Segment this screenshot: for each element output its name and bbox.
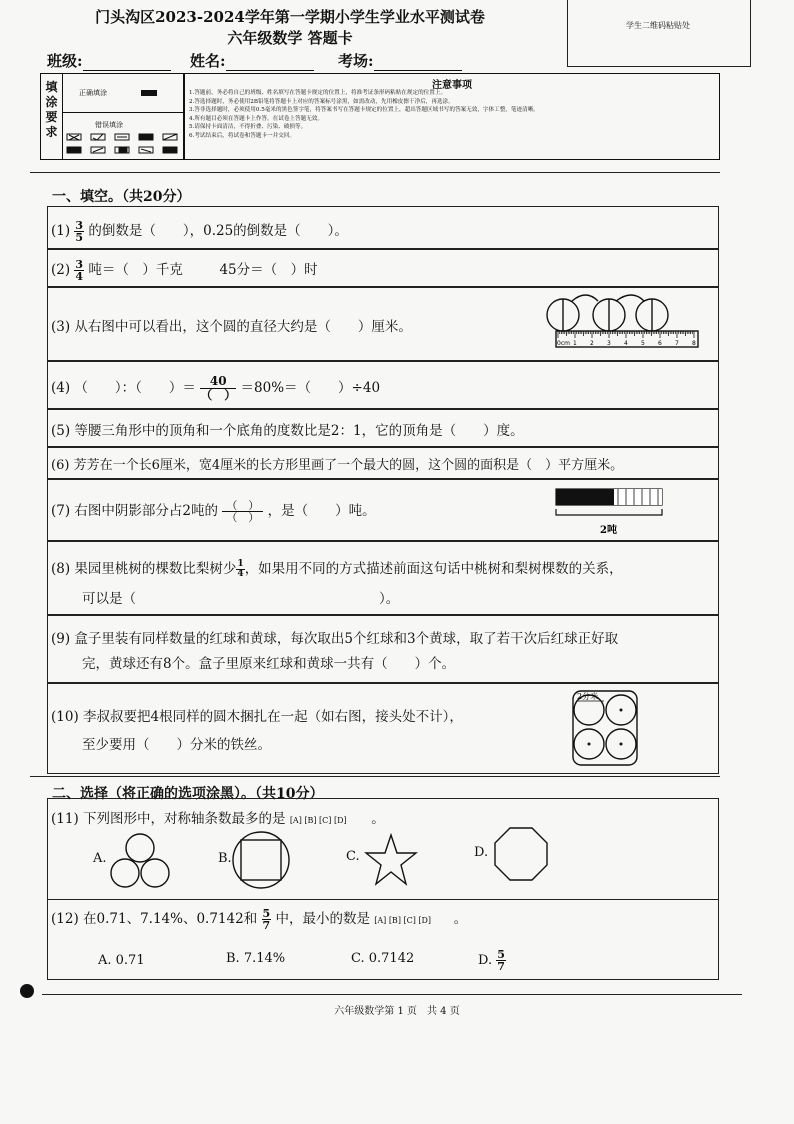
ruler-label: 2 (590, 340, 594, 347)
q12-frac-den: 7 (262, 919, 271, 932)
q11-option-b-label: B. (218, 851, 232, 866)
class-underline[interactable] (83, 56, 171, 71)
ruler-label: 6 (658, 340, 662, 347)
q8-box[interactable] (47, 540, 719, 616)
q7-stem-b: ，是（ ）吨。 (267, 503, 376, 519)
q1-frac-num: 3 (75, 219, 84, 232)
room-underline[interactable] (374, 56, 462, 71)
q5-stem: 等腰三角形中的顶角和一个底角的度数比是2：1，它的顶角是（ ）度。 (74, 423, 524, 439)
q6-label: (6) (51, 458, 70, 473)
q2-frac-den: 4 (75, 270, 84, 283)
q9-text-line2: 完，黄球还有8个。盒子里原来红球和黄球一共有（ ）个。 (82, 656, 456, 672)
q10-stem-a: 李叔叔要把4根同样的圆木捆扎在一起（如右图，接头处不计）， (83, 709, 463, 725)
q12-frac-num: 5 (262, 907, 271, 920)
section1-title: 一、填空。（共20分） (52, 189, 191, 205)
correct-fill-row (63, 74, 183, 113)
q11-text (51, 807, 385, 827)
page-footer: 六年级数学第 1 页 共 4 页 (334, 1006, 460, 1017)
q4-text (51, 375, 380, 402)
q7-figure-label: 2吨 (600, 525, 617, 536)
q10-box[interactable] (47, 682, 719, 774)
q2-fraction (74, 259, 84, 282)
ruler-label: 4 (624, 340, 628, 347)
shaded-bar-figure (552, 483, 672, 539)
q8-label: (8) (51, 561, 71, 577)
footer-rule (42, 994, 742, 995)
q12-opt-d-den: 7 (497, 960, 505, 973)
fill-guide (40, 73, 184, 160)
name-field[interactable] (190, 50, 314, 71)
room-field[interactable] (338, 50, 462, 71)
q8-frac-den: 4 (237, 569, 244, 579)
q9-stem-a: 盒子里装有同样数量的红球和黄球，每次取出5个红球和3个黄球，取了若干次后红球正好取 (74, 631, 619, 647)
ruler-label: 7 (675, 340, 679, 347)
ruler-label: 3 (607, 340, 611, 347)
q2-stem-a: 吨＝（ ）千克 (88, 262, 183, 278)
q11-option-a-label: A. (93, 851, 107, 866)
ruler-label: 8 (692, 340, 696, 347)
q4-frac-den: （ ） (200, 388, 237, 402)
q10-figure-label: 2分米 (577, 692, 599, 701)
exam-title: 门头沟区2023-2024学年第一学期小学生学业水平测试卷 (95, 8, 485, 26)
q3-stem: 从右图中可以看出，这个圆的直径大约是（ ）厘米。 (74, 319, 412, 335)
q10-label: (10) (51, 709, 79, 725)
q5-label: (5) (51, 423, 71, 439)
q7-frac-den: （ ） (226, 511, 260, 524)
q10-text-line1 (51, 705, 463, 725)
q12-label: (12) (51, 911, 79, 927)
q3-text (51, 315, 412, 335)
q7-stem-a: 右图中阴影部分占2吨的 (74, 503, 219, 519)
notes-title: 注意事项 (432, 80, 472, 91)
q7-frac-num: （ ） (222, 500, 263, 512)
q5-box[interactable] (47, 408, 719, 448)
q2-label: (2) (51, 262, 71, 278)
ruler-label: 1 (573, 340, 577, 347)
q9-label: (9) (51, 631, 71, 647)
q7-box[interactable] (47, 478, 719, 542)
filled-mark-icon (141, 90, 157, 96)
q1-frac-den: 5 (75, 231, 84, 244)
q11-choice-bubbles[interactable]: [A] [B] [C] [D] (289, 816, 347, 825)
q4-box[interactable] (47, 360, 719, 410)
qr-label: 学生二维码粘贴处 (626, 21, 690, 30)
q2-text (51, 258, 318, 282)
q6-stem: 芳芳在一个长6厘米，宽4厘米的长方形里画了一个最大的圆，这个圆的面积是（ ）平方厘米。 (73, 458, 624, 473)
q12-choice-bubbles[interactable]: [A] [B] [C] [D] (374, 916, 432, 925)
q4-frac-num: 40 (200, 375, 236, 389)
q12-text (51, 907, 467, 931)
room-label: 考场: (338, 52, 374, 70)
name-underline[interactable] (226, 56, 314, 71)
ruler-label: 0cm (557, 340, 570, 347)
ruler-label: 5 (641, 340, 645, 347)
q8-fraction (236, 560, 244, 579)
name-label: 姓名: (190, 52, 226, 70)
q12-fraction (262, 908, 272, 931)
section-divider (30, 172, 720, 173)
q12-opt-d-num: 5 (497, 948, 505, 961)
q4-stem-b: ＝80%＝（ ）÷40 (240, 380, 381, 396)
q11-q12-divider (48, 899, 718, 900)
q4-stem-a: （ ）：（ ）＝ (74, 380, 196, 396)
q8-text-line2: 可以是（ ）。 (82, 591, 400, 607)
q7-text (51, 499, 376, 523)
section2-box (47, 798, 719, 980)
q2-stem-b: 45分＝（ ）时 (219, 262, 318, 278)
q1-box[interactable] (47, 206, 719, 250)
q11-stem: 下列图形中，对称轴条数最多的是 (83, 811, 286, 827)
fill-guide-head (41, 74, 63, 159)
note-item: 3.答非选择题时，必须使用0.5毫米的黑色签字笔，将答案书写在答题卡规定的位置上，超出答题区域书写的答案无效，字体工整，笔迹清晰。 (189, 107, 539, 113)
q8-stem-b: ，如果用不同的方式描述前面这句话中桃树和梨树棵数的关系， (244, 561, 623, 577)
octagon-shape (492, 825, 550, 883)
q9-text-line1 (51, 627, 618, 647)
q1-fraction (74, 220, 84, 243)
wrong-fill-label: 错误填涂 (95, 121, 123, 129)
circle-square-shape (230, 829, 292, 891)
q1-stem: 的倒数是（ ），0.25的倒数是（ ）。 (88, 223, 348, 239)
q7-fraction (222, 500, 263, 523)
three-circles-shape (108, 831, 172, 893)
star-shape (364, 833, 418, 887)
q2-frac-num: 3 (75, 258, 84, 271)
note-item: 6.考试结束后，将试卷和答题卡一并交回。 (189, 132, 296, 139)
q8-frac-num: 1 (237, 559, 244, 569)
note-item: 1.答题前，务必将自己的班级、姓名填写在答题卡规定的位置上，将准考证条形码粘贴在规定的位置上。 (189, 90, 447, 96)
q10-text-line2: 至少要用（ ）分米的铁丝。 (82, 737, 271, 753)
q1-label: (1) (51, 223, 71, 239)
logs-figure (570, 687, 640, 769)
q3-box[interactable] (47, 286, 719, 362)
q12-option-d-fraction (496, 949, 506, 972)
q6-text (51, 454, 623, 473)
wrong-fill-icons (65, 132, 181, 156)
q4-fraction (200, 375, 236, 402)
qr-sticker-area (567, 0, 751, 67)
q12-option-b: B. 7.14% (226, 951, 286, 966)
q5-text (51, 419, 524, 439)
q8-stem-a: 果园里桃树的棵数比梨树少 (74, 561, 237, 577)
ruler-circles-figure (542, 291, 702, 357)
q9-box[interactable] (47, 614, 719, 684)
q7-label: (7) (51, 503, 71, 519)
q11-option-c-label: C. (346, 849, 360, 864)
alignment-mark (20, 984, 34, 998)
q11-option-d-label: D. (474, 845, 489, 860)
answer-sheet-title: 六年级数学 答题卡 (227, 29, 353, 47)
q12-option-d (478, 949, 506, 972)
class-field[interactable] (47, 50, 171, 71)
notes-box (184, 73, 720, 160)
note-item: 2.答选择题时，务必使用2B铅笔将答题卡上对应的答案标号涂黑，如需改动，先用橡皮擦干净后，再选涂。 (189, 98, 454, 105)
q12-stem-b: 中，最小的数是 (275, 911, 370, 927)
note-item: 5.请保持卡面清洁，不得折叠、污染、破损等。 (189, 124, 307, 130)
q12-option-a: A. 0.71 (98, 953, 145, 968)
class-label: 班级: (47, 52, 83, 70)
q2-box[interactable] (47, 248, 719, 288)
q12-option-d-label: D. (478, 953, 493, 968)
q12-option-c: C. 0.7142 (351, 951, 415, 966)
q4-label: (4) (51, 380, 71, 396)
q12-stem-a: 在0.71、7.14%、0.7142和 (83, 911, 258, 927)
q8-text-line1 (51, 557, 623, 579)
correct-fill-label: 正确填涂 (79, 89, 107, 97)
q1-text (51, 219, 348, 243)
fill-guide-head-text: 填涂要求 (45, 80, 58, 139)
section2-title: 二、选择（将正确的选项涂黑）。（共10分） (52, 786, 324, 802)
q3-label: (3) (51, 319, 71, 335)
section-divider-2 (30, 776, 720, 777)
q11-end: 。 (371, 811, 385, 827)
q11-label: (11) (51, 811, 79, 827)
note-item: 4.所有题目必须在答题卡上作答，在试卷上答题无效。 (189, 115, 323, 122)
q6-box[interactable] (47, 446, 719, 480)
q12-end: 。 (453, 911, 468, 927)
